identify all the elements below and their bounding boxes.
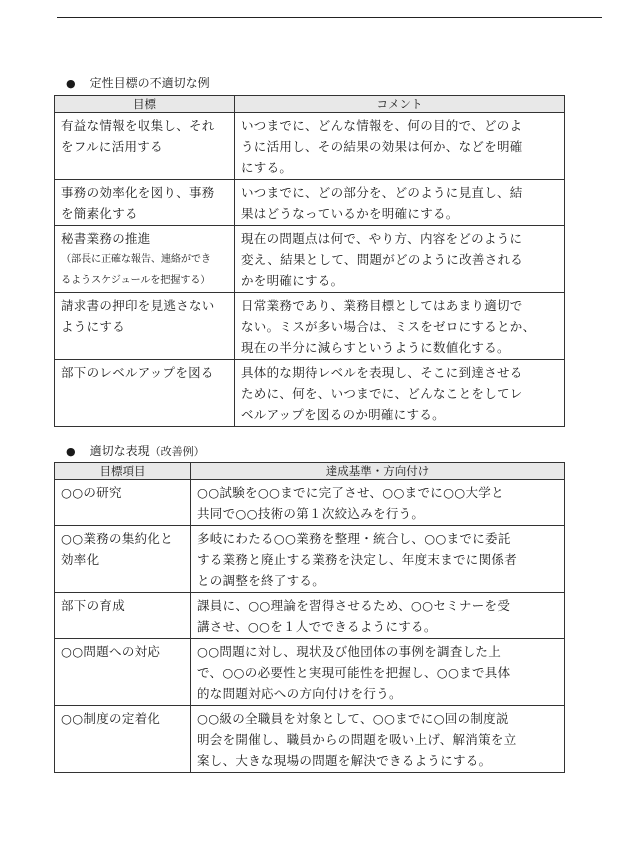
item-cell bbox=[55, 593, 191, 639]
criteria-cell bbox=[191, 639, 565, 706]
criteria-line: する業務と廃止する業務を決定し、年度末までに関係者 bbox=[197, 552, 518, 567]
comment-line: ベルアップを図るのか明確にする。 bbox=[241, 407, 445, 422]
criteria-line: ○○問題に対し、現状及び他団体の事例を調査した上 bbox=[197, 644, 502, 659]
table-header-row bbox=[55, 96, 565, 113]
bullet-icon: ● bbox=[66, 77, 76, 90]
criteria-line: 課員に、○○理論を習得させるため、○○セミナーを受 bbox=[197, 598, 511, 613]
table-row bbox=[55, 293, 565, 360]
comment-line: かを明確にする。 bbox=[241, 273, 344, 288]
goal-cell bbox=[55, 226, 235, 293]
table-row bbox=[55, 113, 565, 180]
section2-heading bbox=[66, 444, 205, 459]
comment-line: 変え、結果として、問題がどのように改善される bbox=[241, 252, 524, 267]
criteria-line: 共同で○○技術の第１次絞込みを行う。 bbox=[197, 506, 425, 521]
item-cell bbox=[55, 480, 191, 526]
goal-cell bbox=[55, 360, 235, 427]
comment-line: 日常業務であり、業務目標としてはあまり適切で bbox=[241, 298, 523, 313]
criteria-cell bbox=[191, 526, 565, 593]
comment-line: にする。 bbox=[241, 160, 293, 175]
comment-line: いつまでに、どんな情報を、何の目的で、どのよ bbox=[241, 118, 523, 133]
table-row bbox=[55, 480, 565, 526]
criteria-line: ○○級の全職員を対象として、○○までに○回の制度説 bbox=[197, 711, 509, 726]
table-row bbox=[55, 226, 565, 293]
criteria-line: 講させ、○○を１人でできるようにする。 bbox=[197, 619, 437, 634]
criteria-cell bbox=[191, 593, 565, 639]
comment-cell bbox=[235, 226, 565, 293]
comment-cell bbox=[235, 180, 565, 226]
goal-line: 秘書業務の推進 bbox=[61, 231, 151, 246]
criteria-cell bbox=[191, 706, 565, 773]
goal-cell bbox=[55, 113, 235, 180]
criteria-line: 案し、大きな現場の問題を解決できるようにする。 bbox=[197, 753, 492, 768]
criteria-line: 多岐にわたる○○業務を整理・統合し、○○までに委託 bbox=[197, 531, 511, 546]
item-cell bbox=[55, 639, 191, 706]
criteria-cell bbox=[191, 480, 565, 526]
item-line: 部下の育成 bbox=[61, 598, 126, 613]
table-row bbox=[55, 706, 565, 773]
item-line: ○○の研究 bbox=[61, 485, 122, 500]
goal-line: 請求書の押印を見逃さない bbox=[61, 298, 215, 313]
table-row bbox=[55, 639, 565, 706]
goal-line: を簡素化する bbox=[61, 206, 138, 221]
header-goal: 目標 bbox=[55, 96, 235, 113]
comment-cell bbox=[235, 360, 565, 427]
comment-line: ない。ミスが多い場合は、ミスをゼロにするとか、 bbox=[241, 319, 536, 334]
section2-heading-text: 適切な表現 bbox=[89, 444, 150, 458]
comment-line: 果はどうなっているかを明確にする。 bbox=[241, 206, 459, 221]
criteria-line: 明会を開催し、職員からの問題を吸い上げ、解消策を立 bbox=[197, 732, 517, 747]
bullet-icon: ● bbox=[66, 445, 76, 458]
criteria-line: ○○試験を○○までに完了させ、○○までに○○大学と bbox=[197, 485, 504, 500]
comment-line: うに活用し、その結果の効果は何か、などを明確 bbox=[241, 139, 523, 154]
criteria-line: で、○○の必要性と実現可能性を把握し、○○まで具体 bbox=[197, 665, 511, 680]
goal-line: 部下のレベルアップを図る bbox=[61, 365, 214, 380]
goal-cell bbox=[55, 180, 235, 226]
item-line: ○○業務の集約化と bbox=[61, 531, 174, 546]
inappropriate-goals-table bbox=[54, 95, 565, 427]
goal-line: 有益な情報を収集し、それ bbox=[61, 118, 215, 133]
item-line: 効率化 bbox=[61, 552, 100, 567]
criteria-line: との調整を終了する。 bbox=[197, 573, 326, 588]
table-header-row bbox=[55, 463, 565, 480]
goal-note-line: るようスケジュールを把握する） bbox=[61, 275, 211, 286]
header-criteria: 達成基準・方向付け bbox=[191, 463, 565, 480]
criteria-line: 的な問題対応への方向付けを行う。 bbox=[197, 686, 402, 701]
comment-line: 具体的な期待レベルを表現し、そこに到達させる bbox=[241, 365, 523, 380]
comment-line: いつまでに、どの部分を、どのように見直し、結 bbox=[241, 185, 523, 200]
goal-line: をフルに活用する bbox=[61, 139, 163, 154]
comment-line: ために、何を、いつまでに、どんなことをしてレ bbox=[241, 386, 523, 401]
table-row bbox=[55, 593, 565, 639]
goal-cell bbox=[55, 293, 235, 360]
header-comment: コメント bbox=[235, 96, 565, 113]
header-item: 目標項目 bbox=[55, 463, 191, 480]
comment-cell bbox=[235, 293, 565, 360]
item-line: ○○問題への対応 bbox=[61, 644, 161, 659]
item-line: ○○制度の定着化 bbox=[61, 711, 161, 726]
goal-line: ようにする bbox=[61, 319, 126, 334]
comment-line: 現在の半分に減らすというように数値化する。 bbox=[241, 340, 510, 355]
comment-line: 現在の問題点は何で、やり方、内容をどのように bbox=[241, 231, 523, 246]
section1-heading bbox=[66, 76, 210, 91]
section2-heading-paren: （改善例） bbox=[149, 445, 205, 458]
table-row bbox=[55, 180, 565, 226]
goal-note-line: （部長に正確な報告、連絡ができ bbox=[61, 254, 211, 265]
table-row bbox=[55, 526, 565, 593]
section1-heading-text: 定性目標の不適切な例 bbox=[89, 76, 210, 90]
comment-cell bbox=[235, 113, 565, 180]
table-row bbox=[55, 360, 565, 427]
goal-line: 事務の効率化を図り、事務 bbox=[61, 185, 215, 200]
top-rule bbox=[57, 17, 602, 18]
improved-goals-table bbox=[54, 462, 565, 773]
item-cell bbox=[55, 706, 191, 773]
item-cell bbox=[55, 526, 191, 593]
